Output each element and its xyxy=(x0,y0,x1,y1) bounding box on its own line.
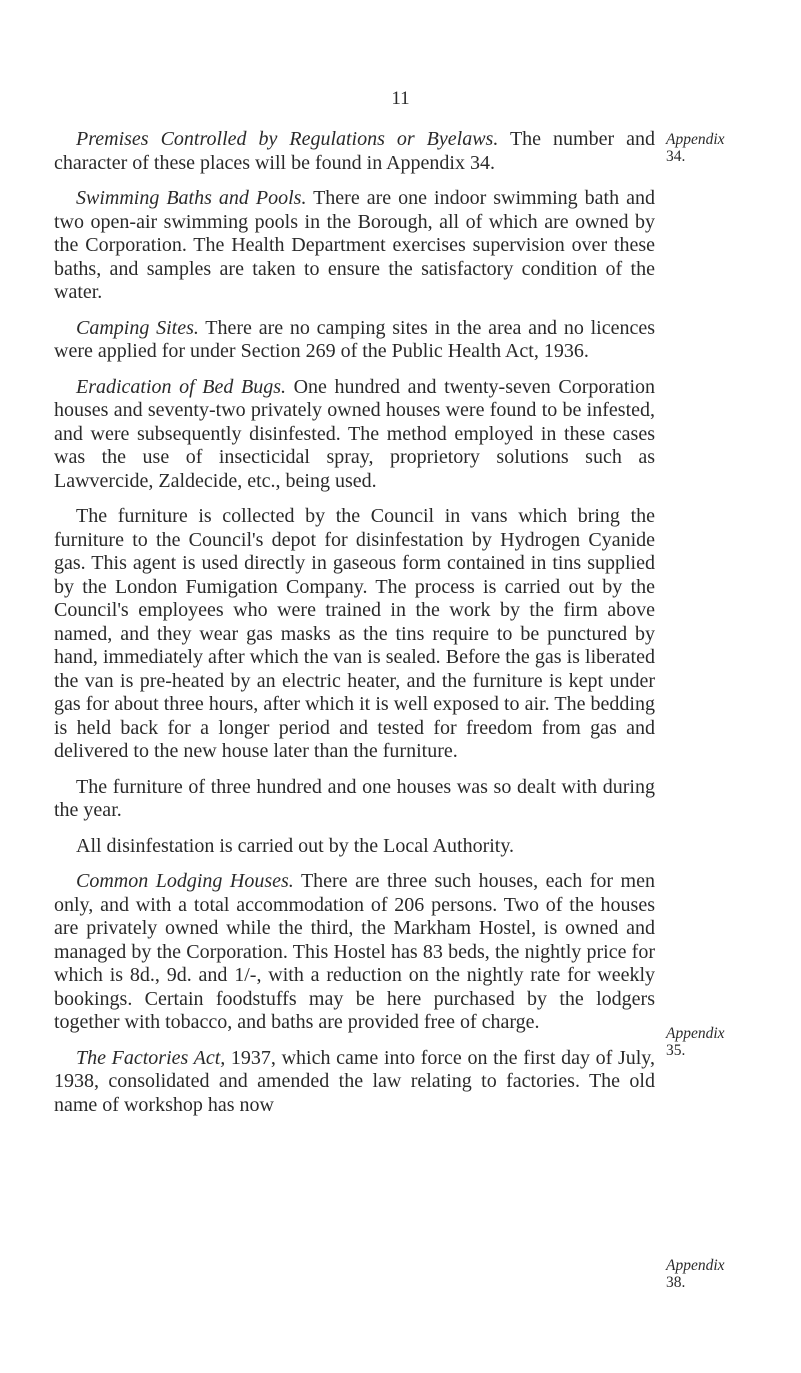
paragraph-factories-act xyxy=(54,1047,655,1118)
paragraph-text: There are three such houses, each for men only, and with a total accommodation of 206 persons. Two of the houses are privately owned while the third, the Markham Hostel, is owned and managed by the Corporation. This Hostel has 83 beds, the nightly price for which is 8d., 9d. and 1/-, with a reduction on the nightly rate for weekly bookings. Certain foodstuffs may be here purchased by the lodgers together with tobacco, and baths are provided free of charge. xyxy=(54,870,655,1033)
paragraph-heading: Camping Sites. xyxy=(76,316,199,339)
paragraph-local-authority xyxy=(54,835,655,859)
paragraph-heading: Common Lodging Houses. xyxy=(76,870,294,892)
paragraph-furniture-count xyxy=(54,776,655,823)
margin-note-number: 35. xyxy=(666,1042,686,1059)
paragraph-bed-bugs xyxy=(54,376,655,494)
paragraph-text: 1937, which came into force on the first day of July, 1938, consolidated and amended the law relating to factories. The old name of workshop has now xyxy=(54,1046,655,1116)
page-number: 11 xyxy=(391,88,410,109)
paragraph-swimming xyxy=(54,187,655,305)
paragraph-text: There are one indoor swimming bath and two open-air swimming pools in the Borough, all of which are owned by the Corporation. The Health Department exercises supervision over these baths, and samples are taken to ensure the satisfactory condition of the water. xyxy=(54,187,655,303)
margin-note-label: Appendix xyxy=(666,1025,725,1042)
paragraph-text: The number and character of these places will be found in Appendix 34. xyxy=(54,128,656,174)
margin-note-appendix-34 xyxy=(666,131,786,165)
paragraph-text: There are no camping sites in the area and no licences were applied for under Section 269 of the Public Health Act, 1936. xyxy=(54,316,655,362)
paragraph-text: The furniture is collected by the Council in vans which bring the furniture to the Council's depot for disinfestation by Hydrogen Cyanide gas. This agent is used directly in gaseous form contained in tins supplied by the London Fumigation Company. The process is carried out by the Council's employees who were trained in the work by the firm above named, and they wear gas masks as the tins require to be punctured by hand, immediately after which the van is sealed. Before the gas is liberated the van is pre-heated by an electric heater, and the furniture is kept under gas for about three hours, after which it is well exposed to air. The bedding is held back for a longer period and tested for freedom from gas and delivered to the new house later than the furniture. xyxy=(54,505,655,762)
paragraph-heading: The Factories Act, xyxy=(76,1046,226,1069)
margin-note-number: 34. xyxy=(666,148,686,165)
paragraph-heading: Eradication of Bed Bugs. xyxy=(76,375,286,398)
paragraph-furniture-collection xyxy=(54,505,655,764)
margin-note-number: 38. xyxy=(666,1274,686,1291)
paragraph-premises xyxy=(54,128,655,175)
margin-note-appendix-35 xyxy=(666,1025,786,1059)
paragraph-text: One hundred and twenty-seven Corporation houses and seventy-two privately owned houses were found to be infested, and were subsequently disinfested. The method employed in these cases was the use of insecticidal spray, proprietory solutions such as Lawvercide, Zaldecide, etc., being used. xyxy=(54,375,656,492)
margin-note-appendix-38 xyxy=(666,1257,786,1291)
paragraph-text: The furniture of three hundred and one houses was so dealt with during the year. xyxy=(54,775,655,821)
paragraph-camping xyxy=(54,317,655,364)
margin-note-label: Appendix xyxy=(666,131,725,148)
paragraph-lodging-houses xyxy=(54,870,655,1035)
body-text xyxy=(54,128,655,1129)
paragraph-text: All disinfestation is carried out by the Local Authority. xyxy=(76,834,515,857)
margin-note-label: Appendix xyxy=(666,1257,725,1274)
paragraph-heading: Premises Controlled by Regulations or Byelaws. xyxy=(76,128,499,150)
paragraph-heading: Swimming Baths and Pools. xyxy=(76,187,307,209)
